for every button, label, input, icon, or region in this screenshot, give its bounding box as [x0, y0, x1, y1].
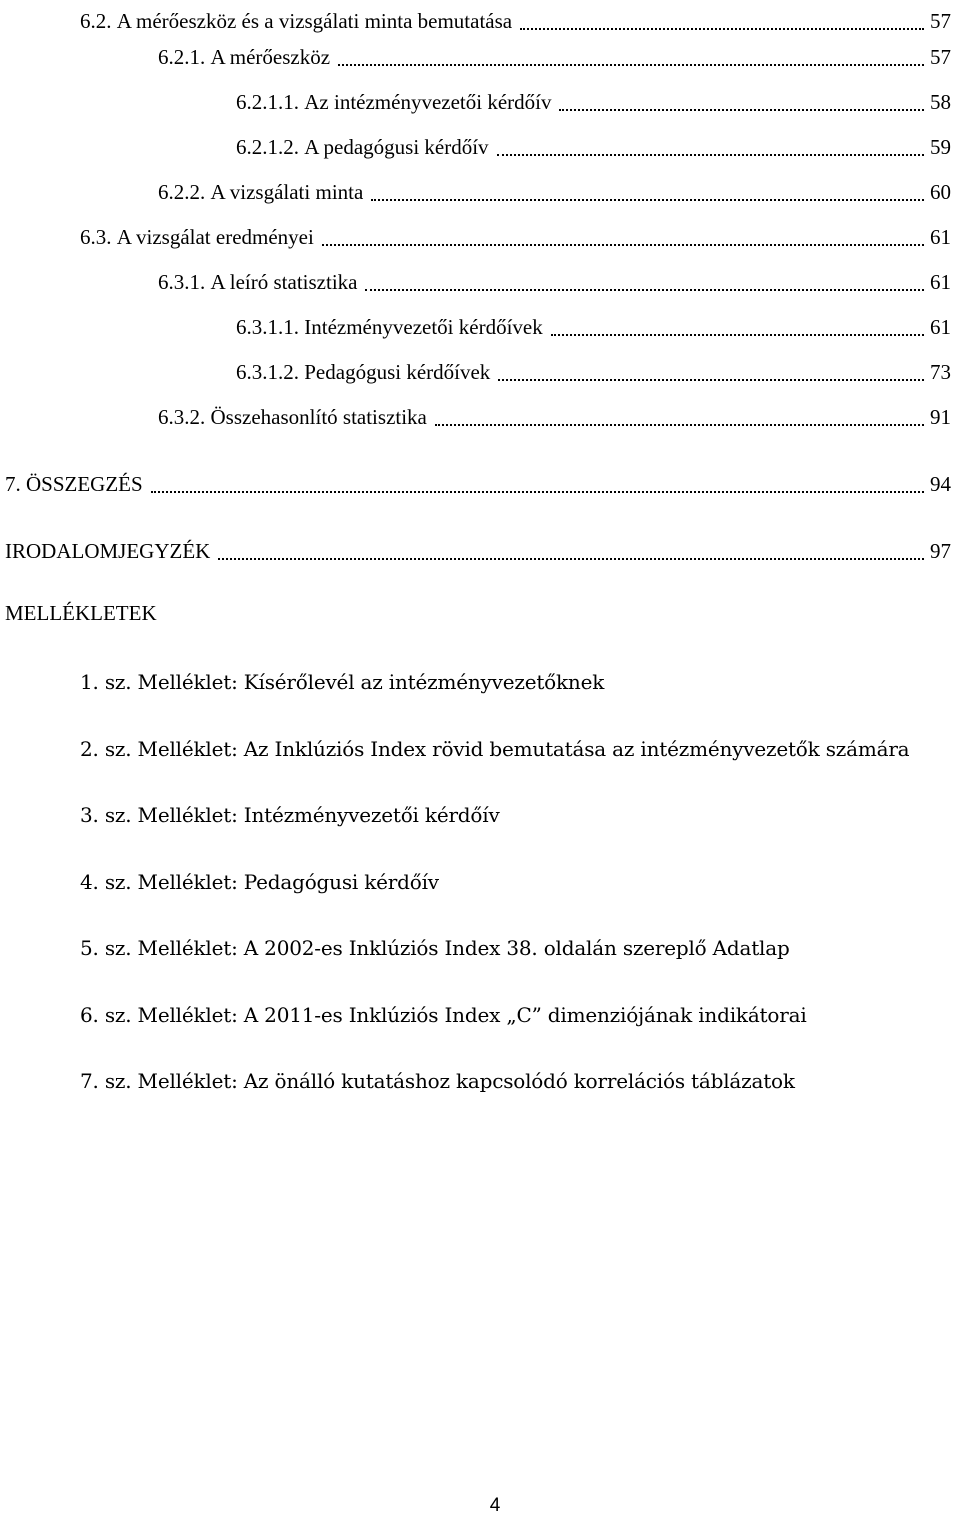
- toc-label: A vizsgálat eredményei: [116, 225, 314, 249]
- toc-leader: [365, 289, 924, 291]
- toc-number: 6.3.1.2.: [236, 360, 299, 384]
- toc-number: 6.3.2.: [158, 405, 206, 429]
- toc-entry[interactable]: [0, 171, 951, 205]
- toc-leader: [551, 334, 924, 336]
- toc-entry[interactable]: [0, 36, 951, 70]
- toc-page: 57: [930, 9, 951, 33]
- toc-number: 6.3.1.1.: [236, 315, 299, 339]
- toc-leader: [218, 558, 924, 560]
- toc-page: 59: [930, 135, 951, 159]
- toc-leader: [497, 154, 924, 156]
- toc-entry[interactable]: [0, 530, 951, 564]
- toc-number: 6.2.2.: [158, 180, 206, 204]
- appendix-item[interactable]: 3. sz. Melléklet: Intézményvezetői kérdőív: [80, 803, 500, 827]
- toc-number: 6.2.: [80, 9, 112, 33]
- toc-entry[interactable]: [0, 351, 951, 385]
- appendix-item[interactable]: 2. sz. Melléklet: Az Inklúziós Index rövid bemutatása az intézményvezetők számára: [80, 737, 910, 761]
- toc-label: A mérőeszköz: [210, 45, 331, 69]
- toc-entry[interactable]: [0, 126, 951, 160]
- toc-page: 97: [930, 539, 951, 563]
- toc-label: A mérőeszköz és a vizsgálati minta bemutatása: [116, 9, 513, 33]
- toc-leader: [151, 491, 924, 493]
- toc-page: 57: [930, 45, 951, 69]
- appendix-item[interactable]: 7. sz. Melléklet: Az önálló kutatáshoz kapcsolódó korrelációs táblázatok: [80, 1069, 795, 1093]
- toc-leader: [498, 379, 924, 381]
- toc-leader: [322, 244, 924, 246]
- toc-label: ÖSSZEGZÉS: [26, 472, 143, 496]
- toc-number: 6.3.: [80, 225, 112, 249]
- toc-page: 60: [930, 180, 951, 204]
- appendix-item[interactable]: 5. sz. Melléklet: A 2002-es Inklúziós Index 38. oldalán szereplő Adatlap: [80, 936, 790, 960]
- toc-label: A pedagógusi kérdőív: [304, 135, 489, 159]
- toc-number: 6.2.1.2.: [236, 135, 299, 159]
- toc-page: 94: [930, 472, 951, 496]
- toc-entry[interactable]: [0, 396, 951, 430]
- toc-label: Intézményvezetői kérdőívek: [304, 315, 543, 339]
- toc-number: 6.2.1.: [158, 45, 206, 69]
- toc-leader: [520, 28, 924, 30]
- toc-leader: [559, 109, 924, 111]
- toc-entry[interactable]: [0, 216, 951, 250]
- toc-entry[interactable]: [0, 81, 951, 115]
- toc-leader: [435, 424, 924, 426]
- toc-page: 91: [930, 405, 951, 429]
- toc-label: IRODALOMJEGYZÉK: [5, 539, 211, 563]
- toc-label: Összehasonlító statisztika: [210, 405, 427, 429]
- appendix-heading[interactable]: MELLÉKLETEK: [5, 601, 157, 625]
- toc-entry[interactable]: [0, 0, 951, 34]
- toc-leader: [338, 64, 924, 66]
- appendix-item[interactable]: 1. sz. Melléklet: Kísérőlevél az intézményvezetőknek: [80, 670, 605, 694]
- toc-page: 73: [930, 360, 951, 384]
- toc-number: 6.2.1.1.: [236, 90, 299, 114]
- toc-label: Pedagógusi kérdőívek: [304, 360, 491, 384]
- appendix-item[interactable]: 4. sz. Melléklet: Pedagógusi kérdőív: [80, 870, 439, 894]
- toc-number: 7.: [5, 472, 21, 496]
- toc-label: A leíró statisztika: [210, 270, 358, 294]
- toc-label: Az intézményvezetői kérdőív: [304, 90, 552, 114]
- toc-page: 61: [930, 225, 951, 249]
- toc-entry[interactable]: [0, 306, 951, 340]
- toc-page: 61: [930, 315, 951, 339]
- page-number: 4: [489, 1495, 501, 1516]
- toc-entry[interactable]: [0, 261, 951, 295]
- toc-entry[interactable]: [0, 463, 951, 497]
- toc-page: 58: [930, 90, 951, 114]
- toc-page: 61: [930, 270, 951, 294]
- appendix-item[interactable]: 6. sz. Melléklet: A 2011-es Inklúziós Index „C” dimenziójának indikátorai: [80, 1003, 807, 1027]
- toc-label: A vizsgálati minta: [210, 180, 364, 204]
- toc-leader: [371, 199, 924, 201]
- toc-number: 6.3.1.: [158, 270, 206, 294]
